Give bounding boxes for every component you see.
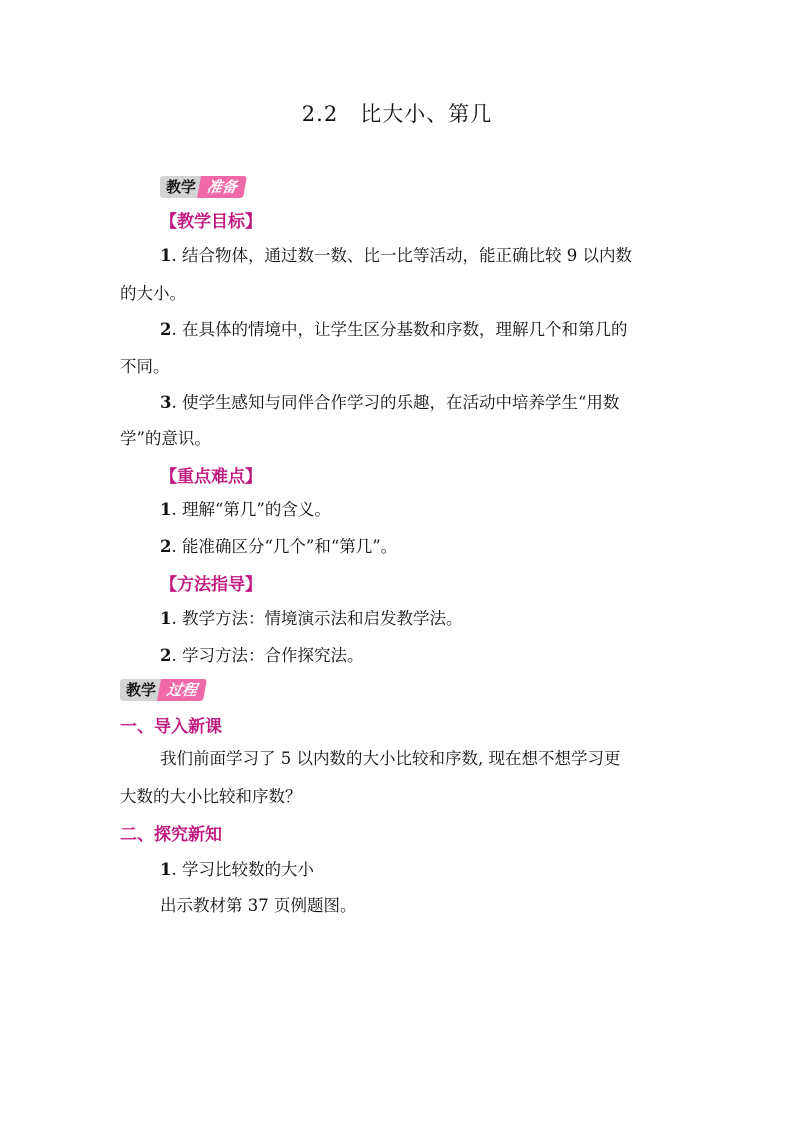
teaching-prep-badge [160,176,245,198]
section-1-text-line-2: 大数的大小比较和序数？ [120,787,302,806]
key-point-2: 2. 能准确区分“几个”和“第几”。 [160,537,398,556]
goal-2-line-1: 2. 在具体的情境中，让学生区分基数和序数，理解几个和第几的 [160,320,628,339]
badge-right-label: 准备 [197,176,247,198]
subsection-1-text: 出示教材第 37 页例题图。 [160,896,357,915]
methods-heading: 【方法指导】 [160,575,262,595]
teaching-process-badge [120,679,205,701]
section-1-heading: 一、导入新课 [120,717,222,737]
key-point-1: 1. 理解“第几”的含义。 [160,500,331,519]
badge-right-label: 过程 [157,679,207,701]
goal-2-line-2: 不同。 [120,357,170,376]
goal-3-line-1: 3. 使学生感知与同伴合作学习的乐趣，在活动中培养学生“用数 [160,393,620,412]
goal-3-line-2: 学”的意识。 [120,429,211,448]
badge-left-label: 教学 [160,176,202,198]
goals-heading: 【教学目标】 [160,212,262,232]
goal-1-line-2: 的大小。 [120,284,186,303]
subsection-1-title: 1. 学习比较数的大小 [160,860,314,879]
method-2: 2. 学习方法：合作探究法。 [160,646,364,665]
section-1-text-line-1: 我们前面学习了 5 以内数的大小比较和序数, 现在想不想学习更 [160,749,621,768]
goal-1-line-1: 1. 结合物体，通过数一数、比一比等活动，能正确比较 9 以内数 [160,246,632,265]
badge-left-label: 教学 [120,679,162,701]
method-1: 1. 教学方法：情境演示法和启发教学法。 [160,609,463,628]
page-title: 2.2 比大小、第几 [301,102,493,126]
section-2-heading: 二、探究新知 [120,825,222,845]
key-points-heading: 【重点难点】 [160,467,262,487]
